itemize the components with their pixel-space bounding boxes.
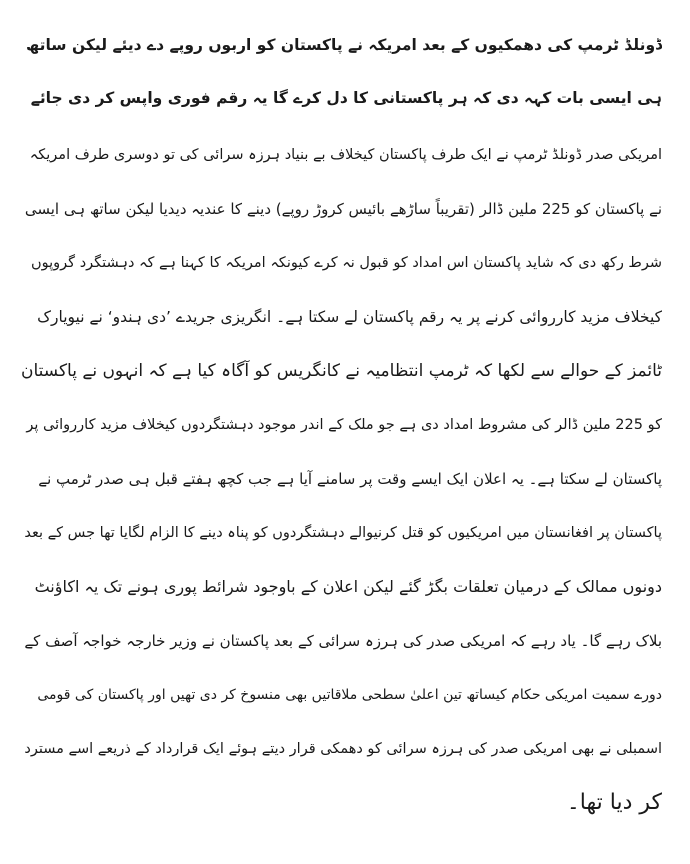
headline-line-2: ہی ایسی بات کہہ دی کہ ہر پاکستانی کا دل کرے گا یہ رقم فوری واپس کر دی جائے [30,89,662,107]
paragraph-line-11: دورے سمیت امریکی حکام کیساتھ تین اعلیٰ سطحی ملاقاتیں بھی منسوخ کر دی تھیں اور پاکستان کی قومی [37,687,662,703]
paragraph-line-7: پاکستان لے سکتا ہے۔ یہ اعلان ایک ایسے وقت پر سامنے آیا ہے جب کچھ ہفتے قبل ہی صدر ٹرمپ نے [38,470,662,488]
paragraph-line-3: شرط رکھ دی کہ شاید پاکستان اس امداد کو قبول نہ کرے کیونکہ امریکہ کا کہنا ہے کہ دہشتگرد گروپوں [31,255,662,271]
paragraph-line-12: اسمبلی نے بھی امریکی صدر کی ہرزہ سرائی کو دھمکی قرار دیتے ہوئے ایک قرارداد کے ذریعے اسے مسترد [24,741,662,757]
paragraph-line-8: پاکستان پر افغانستان میں امریکیوں کو قتل کرنیوالے دہشتگردوں کو پناہ دینے کا الزام لگایا تھا جس کے بعد [24,525,662,541]
paragraph-line-9: دونوں ممالک کے درمیان تعلقات بگڑ گئے لیکن اعلان کے باوجود شرائط پوری ہونے تک یہ اکاؤنٹ [34,577,662,596]
paragraph-line-6: کو 225 ملین ڈالر کی مشروط امداد دی ہے جو ملک کے اندر موجود دہشتگردوں کیخلاف مزید کارروائی پر [26,417,662,433]
paragraph-line-13: کر دیا تھا۔ [566,790,662,815]
paragraph-line-5: ٹائمز کے حوالے سے لکھا کہ ٹرمپ انتظامیہ نے کانگریس کو آگاہ کیا ہے کہ انہوں نے پاکستان [20,361,662,381]
paragraph-line-1: امریکی صدر ڈونلڈ ٹرمپ نے ایک طرف پاکستان کیخلاف بے بنیاد ہرزہ سرائی کی تو دوسری طرف امریکہ [29,147,662,163]
article [20,0,662,864]
paragraph-line-10: بلاک رہے گا۔ یاد رہے کہ امریکی صدر کی ہرزہ سرائی کے بعد پاکستان نے وزیر خارجہ خواجہ آصف کے [24,632,662,650]
paragraph-line-4: کیخلاف مزید کارروائی کرنے پر یہ رقم پاکستان لے سکتا ہے۔ انگریزی جریدے ’دی ہندو‘ نے نیویارک [37,308,662,326]
headline-line-1: ڈونلڈ ٹرمپ کی دھمکیوں کے بعد امریکہ نے پاکستان کو اربوں روپے دے دیئے لیکن ساتھ [26,36,662,54]
paragraph-line-2: نے پاکستان کو 225 ملین ڈالر (تقریباً ساڑھے بائیس کروڑ روپے) دینے کا عندیہ دیدیا لیکن ساتھ ہی ایسی [24,200,662,218]
